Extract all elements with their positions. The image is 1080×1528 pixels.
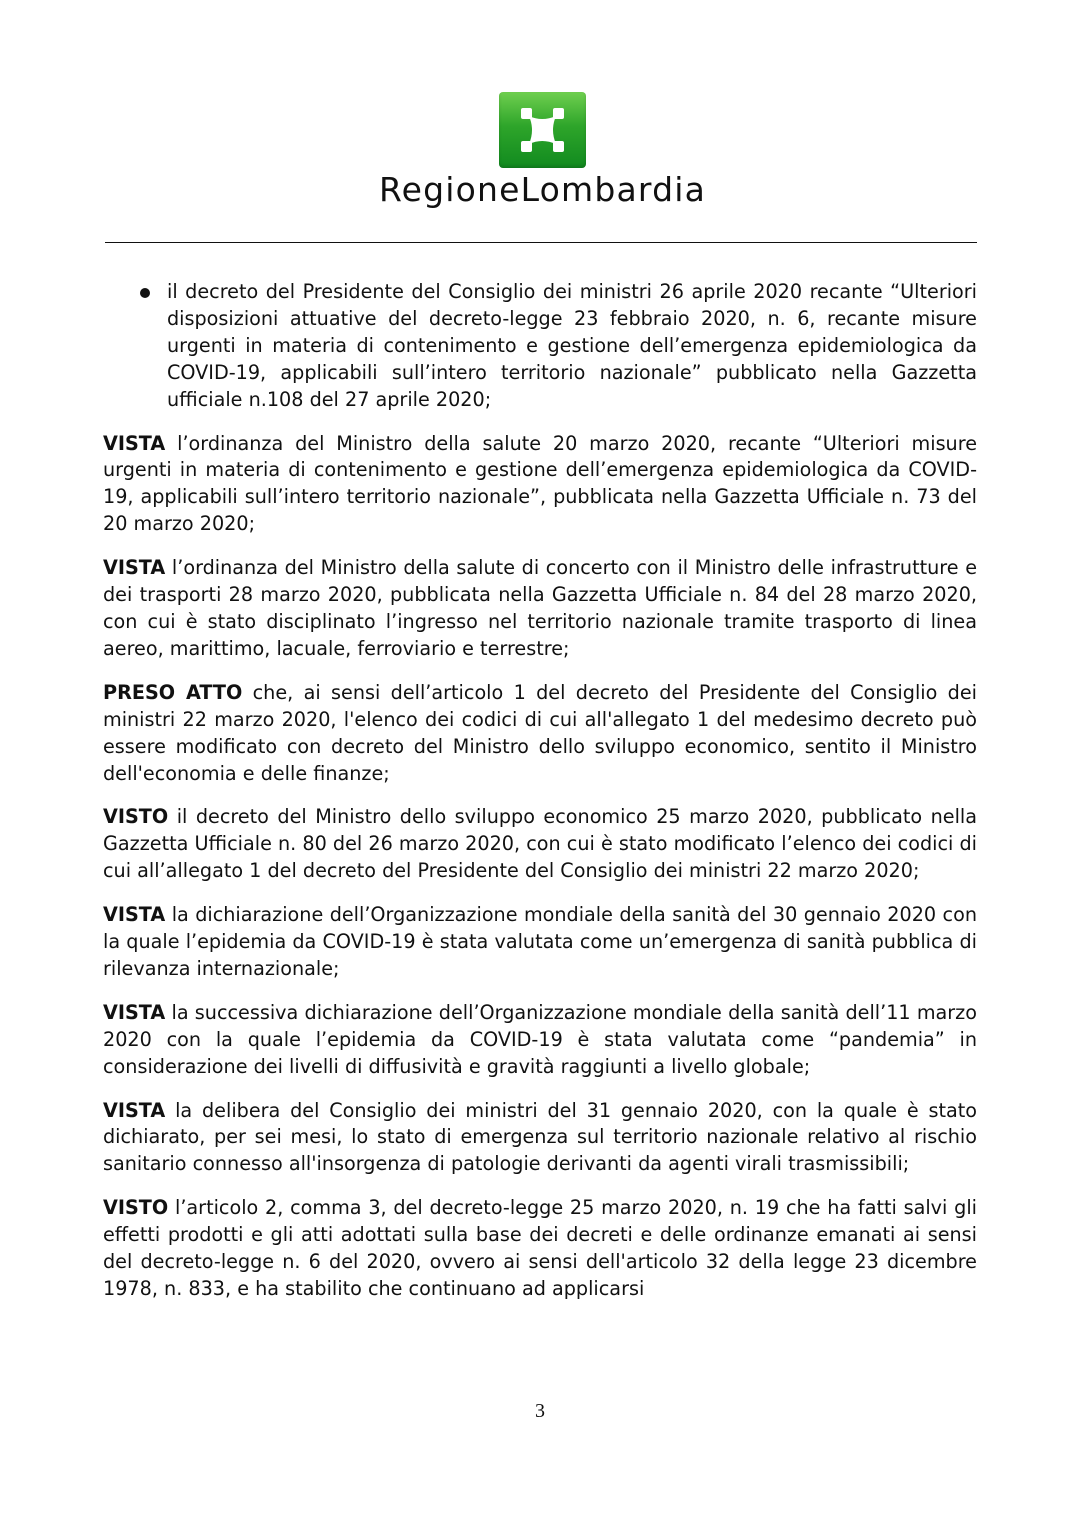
- bullet-icon: [140, 288, 150, 298]
- paragraph-text: la delibera del Consiglio dei ministri del 31 gennaio 2020, con la quale è stato dichiarato, per sei mesi, lo stato di emergenza sul territorio nazionale relativo al rischio sanitario connesso all'insorgenza di patologie derivanti da agenti virali trasmissibili;: [103, 1098, 977, 1176]
- paragraph-text: che, ai sensi dell’articolo 1 del decreto del Presidente del Consiglio dei ministri 22 marzo 2020, l'elenco dei codici di cui all'allegato 1 del medesimo decreto può essere modificato con decreto del Ministro dello sviluppo economico, sentito il Ministro dell'economia e delle finanze;: [103, 680, 978, 785]
- document-body: [103, 279, 977, 1320]
- paragraph: [103, 1098, 977, 1179]
- paragraph-keyword: VISTO: [103, 805, 169, 829]
- paragraph-text: la successiva dichiarazione dell’Organizzazione mondiale della sanità dell’11 marzo 2020 con la quale l’epidemia da COVID-19 è stata valutata come “pandemia” in considerazione dei livelli di diffusività e gravità raggiunti a livello globale;: [103, 1000, 977, 1078]
- paragraph: [103, 1195, 977, 1303]
- paragraph: [103, 1000, 977, 1081]
- paragraph-text: la dichiarazione dell’Organizzazione mondiale della sanità del 30 gennaio 2020 con la quale l’epidemia da COVID-19 è stata valutata come un’emergenza di sanità pubblica di rilevanza internazionale;: [103, 903, 977, 980]
- bullet-text: il decreto del Presidente del Consiglio dei ministri 26 aprile 2020 recante “Ulteriori disposizioni attuative del decreto-legge 23 febbraio 2020, n. 6, recante misure urgenti in materia di contenimento e gestione dell’emergenza epidemiologica da COVID-19, applicabili sull’intero territorio nazionale” pubblicato nella Gazzetta ufficiale n.108 del 27 aprile 2020;: [167, 280, 977, 411]
- paragraph-text: l’ordinanza del Ministro della salute 20 marzo 2020, recante “Ulteriori misure urgenti in materia di contenimento e gestione dell’emergenza epidemiologica da COVID-19, applicabili sull’intero territorio nazionale”, pubblicata nella Gazzetta Ufficiale n. 73 del 20 marzo 2020;: [103, 431, 977, 536]
- paragraph-text: il decreto del Ministro dello sviluppo economico 25 marzo 2020, pubblicato nella Gazzetta Ufficiale n. 80 del 26 marzo 2020, con cui è stato modificato l’elenco dei codici di cui all’allegato 1 del decreto del Presidente del Consiglio dei ministri 22 marzo 2020;: [103, 805, 977, 883]
- paragraph: [103, 902, 977, 983]
- paragraph-keyword: VISTA: [103, 1098, 166, 1122]
- page-number: 3: [535, 1400, 545, 1422]
- regione-lombardia-logo-icon: [499, 92, 586, 168]
- paragraph-keyword: VISTA: [103, 903, 166, 927]
- paragraph: [103, 680, 977, 788]
- bullet-item: [103, 279, 977, 414]
- paragraph-text: l’ordinanza del Ministro della salute di concerto con il Ministro delle infrastrutture e dei trasporti 28 marzo 2020, pubblicata nella Gazzetta Ufficiale n. 84 del 28 marzo 2020, con cui è stato disciplinato l’ingresso nel territorio nazionale tramite trasporto di linea aereo, marittimo, lacuale, ferroviario e terrestre;: [103, 556, 977, 660]
- paragraph-keyword: VISTA: [103, 431, 166, 455]
- paragraph: [103, 804, 977, 885]
- logo-wordmark: RegioneLombardia: [378, 170, 707, 209]
- paragraph-keyword: VISTO: [103, 1196, 169, 1220]
- paragraph-keyword: PRESO ATTO: [103, 680, 243, 704]
- header-divider: [105, 242, 977, 243]
- paragraph: [103, 555, 977, 663]
- paragraph-keyword: VISTA: [103, 1000, 166, 1024]
- paragraph: [103, 431, 977, 539]
- paragraph-text: l’articolo 2, comma 3, del decreto-legge 25 marzo 2020, n. 19 che ha fatti salvi gli effetti prodotti e gli atti adottati sulla base dei decreti e delle ordinanze emanati ai sensi del decreto-legge n. 6 del 2020, ovvero ai sensi dell'articolo 32 della legge 23 dicembre 1978, n. 833, e ha stabilito che continuano ad applicarsi: [103, 1196, 977, 1300]
- paragraph-keyword: VISTA: [103, 556, 166, 580]
